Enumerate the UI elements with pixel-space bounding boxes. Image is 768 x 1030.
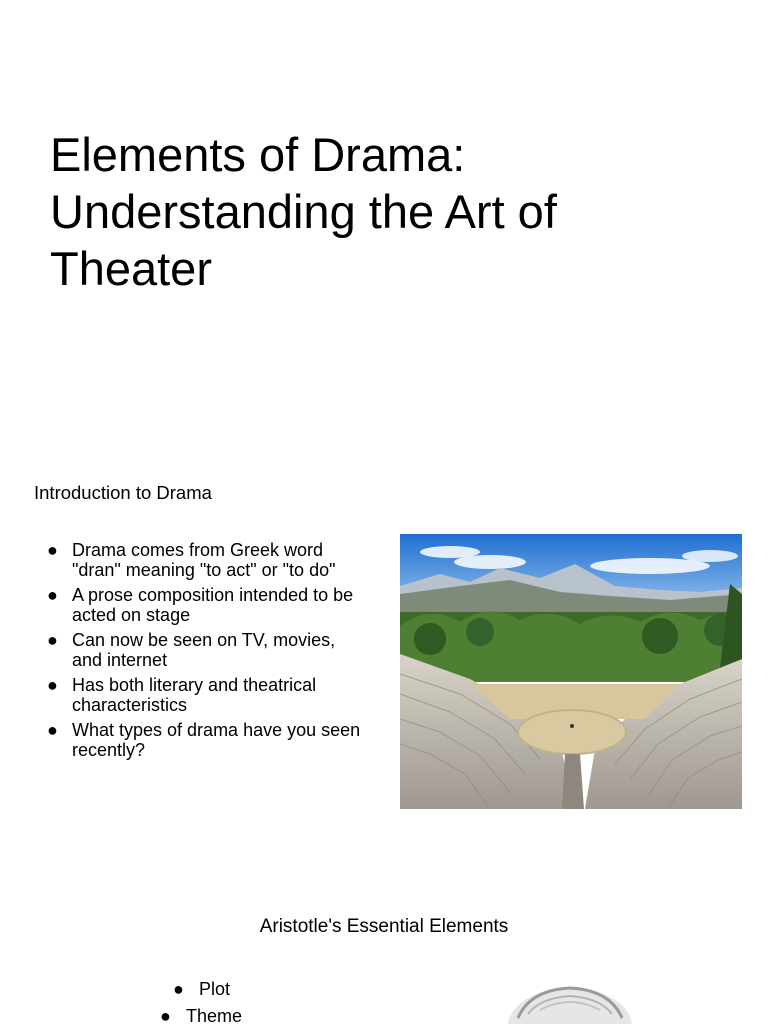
bullet-icon: ● [160,1006,171,1026]
bullet-icon: ● [47,585,58,605]
intro-bullet-list [40,541,370,766]
list-item [40,676,370,715]
list-item-text: Has both literary and theatrical characteristics [72,675,317,715]
bullet-icon: ● [47,630,58,650]
list-item [160,1003,242,1030]
list-item [40,631,370,670]
aristotle-bust-image [500,984,640,1024]
list-item [173,976,242,1003]
section-heading-aristotle: Aristotle's Essential Elements [259,916,509,937]
list-item-text: Can now be seen on TV, movies, and internet [72,630,336,670]
list-item-text: Drama comes from Greek word "dran" meaning "to act" or "to do" [72,540,336,580]
list-item [40,721,370,760]
bullet-icon: ● [173,979,184,999]
list-item [40,541,370,580]
list-item-text: Plot [199,979,231,999]
bullet-icon: ● [47,720,58,740]
section-heading-introduction: Introduction to Drama [34,482,212,503]
amphitheater-photo [400,534,742,809]
list-item-text: A prose composition intended to be acted on stage [72,585,354,625]
page-title: Elements of Drama: Understanding the Art of Theater [50,128,557,295]
list-item-text: What types of drama have you seen recently? [72,720,361,760]
bullet-icon: ● [47,540,58,560]
list-item [40,586,370,625]
aristotle-element-list [160,976,242,1030]
bullet-icon: ● [47,675,58,695]
list-item-text: Theme [186,1006,243,1026]
